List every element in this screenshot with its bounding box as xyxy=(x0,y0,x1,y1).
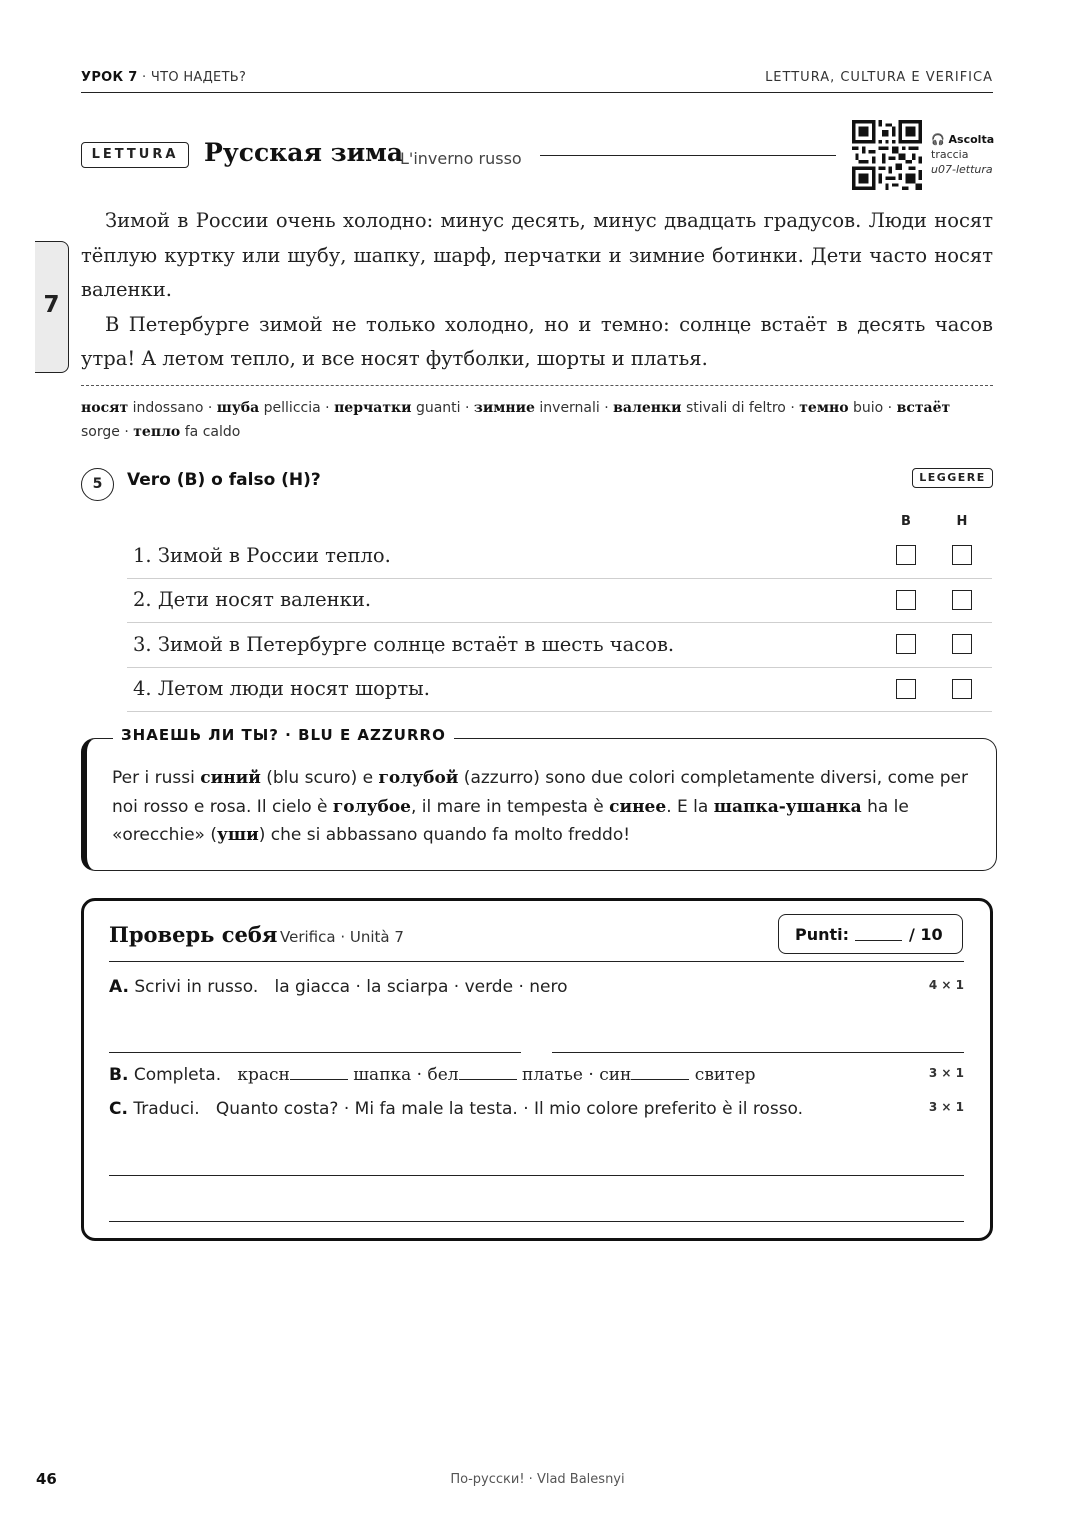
self-check-subtitle: Verifica · Unità 7 xyxy=(280,928,404,946)
checkbox-false[interactable] xyxy=(952,634,972,654)
checkbox-true[interactable] xyxy=(896,590,916,610)
points-total: / 10 xyxy=(909,925,943,944)
lesson-label: УРОК 7 · ЧТО НАДЕТЬ? xyxy=(81,70,247,85)
column-true: В xyxy=(901,514,911,529)
fact-box-text: Per i russi синий (blu scuro) e голубой (azzurro) sono due colori completamente diversi, come per noi rosso e rosa. Il cielo è голубое, il mare in tempesta è синее. E la шапка-ушанка ha le «orecchie» (уши) che si abbassano quando fa molto freddo! xyxy=(112,768,968,845)
lettura-badge: LETTURA xyxy=(81,142,189,168)
exercise-title: Vero (В) o falso (Н)? xyxy=(127,470,321,490)
answer-line[interactable] xyxy=(552,1052,964,1053)
qr-code-icon[interactable] xyxy=(852,120,922,190)
checkbox-false[interactable] xyxy=(952,590,972,610)
reading-paragraph: Зимой в России очень холодно: минус десять, минус двадцать градусов. Люди носят тёплую куртку или шубу, шапку, шарф, перчатки и зимние ботинки. Дети часто носят валенки. xyxy=(81,209,993,301)
section-label: LETTURA, CULTURA E VERIFICA xyxy=(765,70,993,85)
checkbox-false[interactable] xyxy=(952,679,972,699)
column-false: Н xyxy=(956,514,968,529)
checkbox-true[interactable] xyxy=(896,679,916,699)
page-number: 46 xyxy=(36,1470,57,1488)
task-a: A. Scrivi in russo. la giacca · la sciarpa · verde · nero xyxy=(109,977,568,997)
headphones-icon: 🎧 xyxy=(931,133,945,146)
skill-badge: LEGGERE xyxy=(912,468,993,488)
points-input[interactable] xyxy=(855,940,902,941)
chapter-tab: 7 xyxy=(35,241,69,373)
answer-line[interactable] xyxy=(109,1052,521,1053)
reading-paragraph: В Петербурге зимой не только холодно, но и темно: солнце встаёт в десять часов утра! А летом тепло, и все носят футболки, шорты и платья. xyxy=(81,312,993,370)
task-c: C. Traduci. Quanto costa? · Mi fa male la testa. · Il mio colore preferito è il rosso. xyxy=(109,1099,804,1119)
answer-line[interactable] xyxy=(109,1221,964,1222)
task-c-points: 3 × 1 xyxy=(928,1100,964,1114)
self-check-title: Проверь себя xyxy=(109,922,278,947)
reading-text xyxy=(81,204,993,377)
exercise-number: 5 xyxy=(81,468,114,501)
footer-text: По-русски! · Vlad Balesnyi xyxy=(450,1472,625,1487)
fill-blank[interactable] xyxy=(631,1065,689,1080)
checkbox-true[interactable] xyxy=(896,545,916,565)
points-label: Punti: xyxy=(795,925,850,944)
reading-title: Русская зима xyxy=(204,138,404,167)
fill-blank[interactable] xyxy=(290,1065,348,1080)
exercise-item: 4. Летом люди носят шорты. xyxy=(127,667,992,712)
answer-line[interactable] xyxy=(109,1175,964,1176)
audio-track-info: 🎧 Ascolta traccia u07-lettura xyxy=(931,133,995,176)
task-b-points: 3 × 1 xyxy=(928,1066,964,1080)
task-b: B. Completa. красн шапка · бел платье · син свитер xyxy=(109,1065,756,1085)
dashed-divider xyxy=(81,385,993,386)
fact-box-heading: ЗНАЕШЬ ЛИ ТЫ? · BLU E AZZURRO xyxy=(113,726,454,744)
running-header xyxy=(81,68,993,93)
self-check-divider xyxy=(109,961,964,962)
exercise-item: 1. Зимой в России тепло. xyxy=(127,534,992,579)
glossary: носят indossano · шуба pelliccia · перчатки guanti · зимние invernali · валенки stivali di feltro · темно buio · встаёт sorge · тепло fa caldo xyxy=(81,400,951,440)
title-rule xyxy=(540,155,836,156)
task-a-points: 4 × 1 xyxy=(928,978,964,992)
checkbox-false[interactable] xyxy=(952,545,972,565)
reading-subtitle: L'inverno russo xyxy=(400,149,522,168)
fill-blank[interactable] xyxy=(459,1065,517,1080)
checkbox-true[interactable] xyxy=(896,634,916,654)
exercise-item: 2. Дети носят валенки. xyxy=(127,578,992,623)
exercise-item: 3. Зимой в Петербурге солнце встаёт в шесть часов. xyxy=(127,623,992,668)
